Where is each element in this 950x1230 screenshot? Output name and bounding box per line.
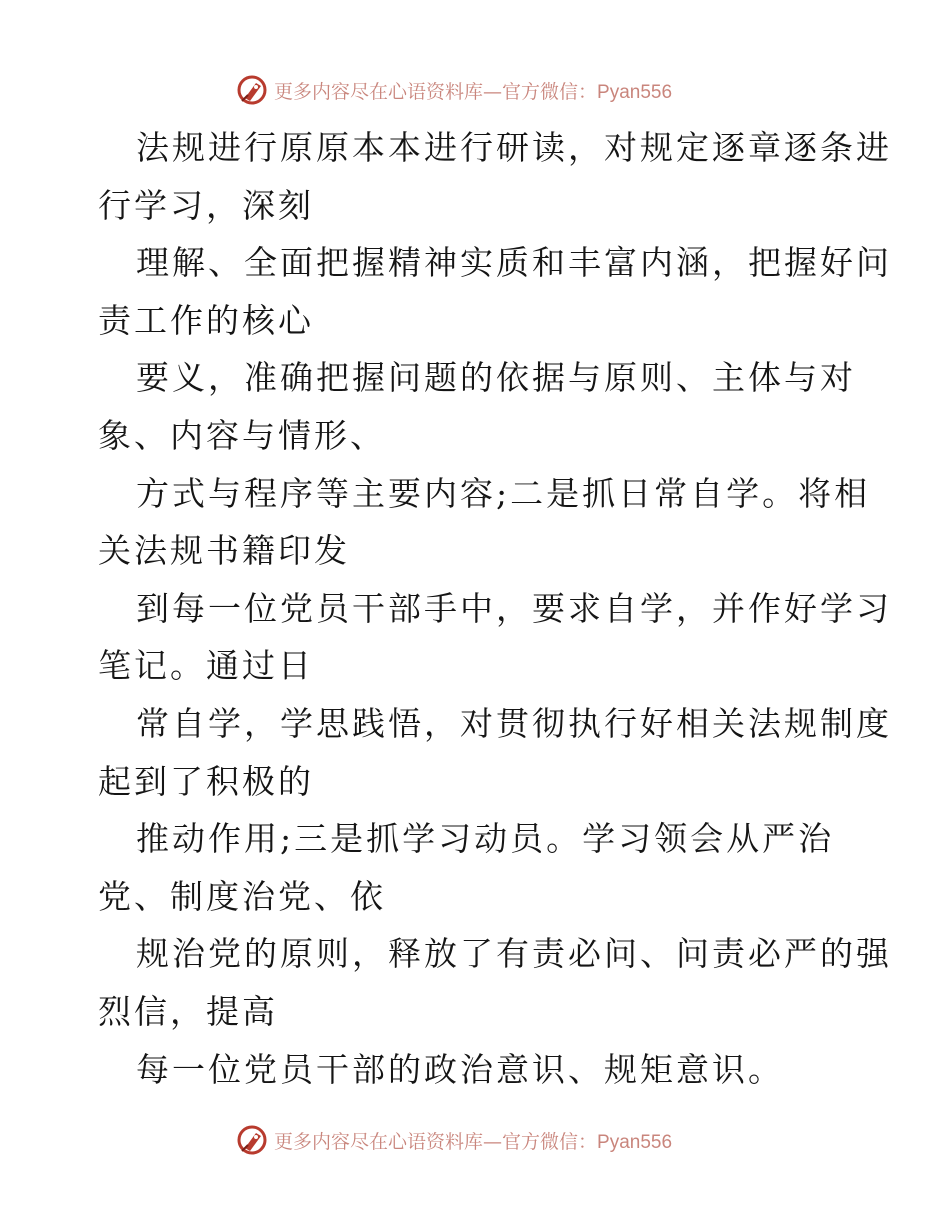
text-line: 方式与程序等主要内容;二是抓日常自学。将相 [136,474,871,513]
pen-nib-logo-icon [236,1124,268,1156]
watermark-handle: Pyan556 [597,1131,673,1153]
text-line: 推动作用;三是抓学习动员。学习领会从严治 [136,819,835,858]
text-line: 要义，准确把握问题的依据与原则、主体与对 [136,358,856,397]
text-line: 责工作的核心 [98,301,314,340]
watermark-site-text: 更多内容尽在心语资料库—官方微信： [274,80,598,103]
text-line: 每一位党员干部的政治意识、规矩意识。 [136,1050,784,1089]
watermark-site-text: 更多内容尽在心语资料库—官方微信： [274,1130,598,1153]
text-line: 关法规书籍印发 [98,531,350,570]
text-line: 行学习，深刻 [98,186,314,225]
text-line: 法规进行原原本本进行研读，对规定逐章逐条进 [136,128,892,167]
text-line: 常自学，学思践悟，对贯彻执行好相关法规制度 [136,704,892,743]
watermark-text [274,1127,672,1154]
watermark-handle: Pyan556 [597,81,673,103]
text-line: 规治党的原则，释放了有责必问、问责必严的强 [136,934,892,973]
text-line: 笔记。通过日 [98,646,314,685]
text-line: 烈信，提高 [98,992,278,1031]
text-line: 理解、全面把握精神实质和丰富内涵，把握好问 [136,243,892,282]
text-line: 到每一位党员干部手中，要求自学，并作好学习 [136,589,892,628]
text-line: 象、内容与情形、 [98,416,386,455]
text-line: 起到了积极的 [98,762,314,801]
text-line: 党、制度治党、依 [98,877,386,916]
footer-watermark [236,1123,672,1157]
